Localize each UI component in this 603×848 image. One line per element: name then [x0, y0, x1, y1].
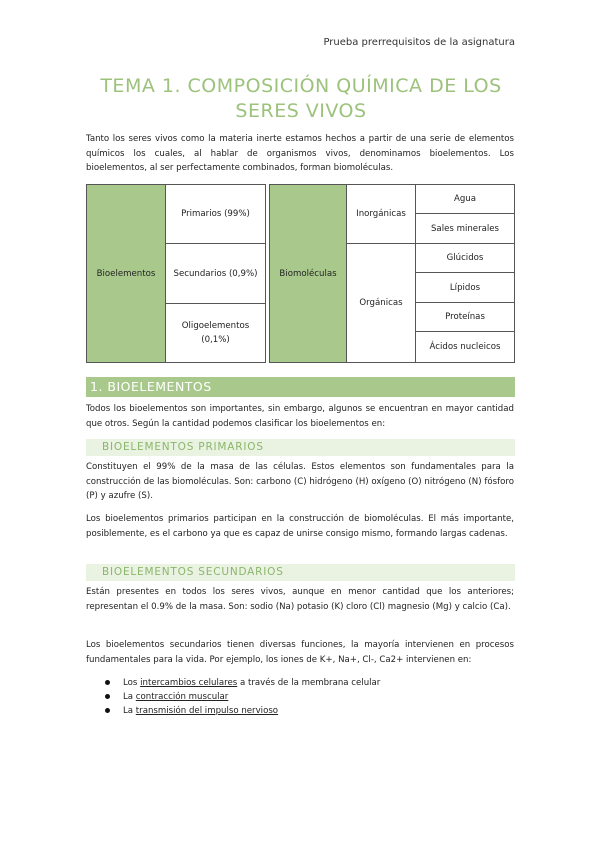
mol-item-agua: Agua	[416, 185, 515, 214]
primarios-paragraph-1: Constituyen el 99% de la masa de las células. Estos elementos son fundamentales para la construcción de las biomoléculas. Son: carbono (C) hidrógeno (H) oxígeno (O) nitrógeno (N) fósforo (P) y azufre (S).	[86, 462, 514, 502]
biomoleculas-label: Biomoléculas	[270, 185, 347, 363]
list-item: La contracción muscular	[86, 690, 380, 704]
secundarios-paragraph-1: Están presentes en todos los seres vivos, aunque en menor cantidad que los anteriores; representan el 0.9% de la masa. Son: sodio (Na) potasio (K) cloro (Cl) magnesio (Mg) y calcio (Ca).	[86, 587, 514, 612]
link-intercambios-celulares[interactable]: intercambios celulares	[140, 678, 238, 688]
mol-item-sales: Sales minerales	[416, 214, 515, 244]
bio-row-oligoelementos: Oligoelementos (0,1%)	[166, 304, 266, 363]
primarios-paragraph-2: Los bioelementos primarios participan en la construcción de biomoléculas. El más importante, posiblemente, es el carbono ya que es capaz de unirse consigo mismo, formando largas cadenas.	[86, 514, 514, 539]
intro-paragraph: Tanto los seres vivos como la materia inerte estamos hechos a partir de una serie de elementos químicos los cuales, al hablar de organismos vivos, denominamos bioelementos. Los bioelementos, al ser perfectamente combinados, forman biomoléculas.	[86, 134, 514, 174]
mol-item-glucidos: Glúcidos	[416, 244, 515, 273]
bullet-icon	[105, 680, 110, 685]
page-title	[86, 74, 516, 124]
secundarios-paragraph-2: Los bioelementos secundarios tienen diversas funciones, la mayoría intervienen en procesos fundamentales para la vida. Por ejemplo, los iones de K+, Na+, Cl-, Ca2+ intervienen en:	[86, 640, 514, 665]
subheading-primarios: BIOELEMENTOS PRIMARIOS	[86, 439, 515, 456]
section1-paragraph: Todos los bioelementos son importantes, sin embargo, algunos se encuentran en mayor cantidad que otros. Según la cantidad podemos clasificar los bioelementos en:	[86, 404, 514, 429]
mol-item-proteinas: Proteínas	[416, 303, 515, 332]
bullet-icon	[105, 708, 110, 713]
title-line-2: SERES VIVOS	[235, 100, 367, 122]
mol-item-lipidos: Lípidos	[416, 273, 515, 303]
header-note: Prueba prerrequisitos de la asignatura	[323, 37, 515, 48]
biomoleculas-table	[269, 184, 515, 363]
organicas-label: Orgánicas	[347, 244, 416, 363]
link-contraccion-muscular[interactable]: contracción muscular	[135, 692, 229, 702]
link-transmision-impulso-nervioso[interactable]: transmisión del impulso nervioso	[135, 706, 279, 716]
title-line-1: TEMA 1. COMPOSICIÓN QUÍMICA DE LOS	[100, 75, 502, 97]
list-item: La transmisión del impulso nervioso	[86, 704, 380, 718]
bio-row-primarios: Primarios (99%)	[166, 185, 266, 244]
inorganicas-label: Inorgánicas	[347, 185, 416, 244]
subheading-secundarios: BIOELEMENTOS SECUNDARIOS	[86, 564, 515, 581]
bullet-icon	[105, 694, 110, 699]
list-item: Los intercambios celulares a través de la membrana celular	[86, 676, 380, 690]
mol-item-acidos: Ácidos nucleicos	[416, 332, 515, 363]
bio-row-secundarios: Secundarios (0,9%)	[166, 244, 266, 304]
ion-functions-list	[86, 676, 380, 718]
section-heading-bioelementos: 1. BIOELEMENTOS	[86, 377, 515, 397]
bioelementos-label: Bioelementos	[87, 185, 166, 363]
bioelementos-table	[86, 184, 266, 363]
